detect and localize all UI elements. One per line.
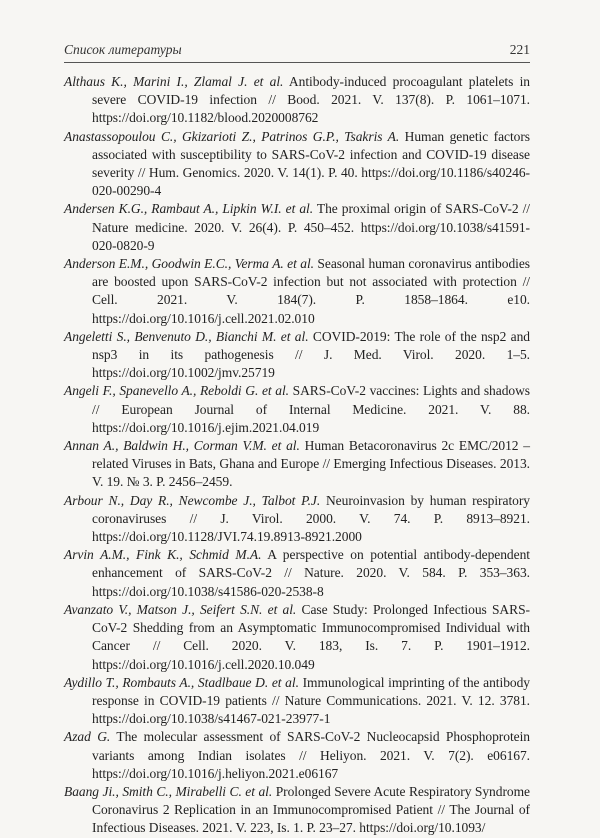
- reference-entry: [64, 128, 530, 201]
- reference-text: COVID-2019: The role of the nsp2 and nsp3 in its pathogenesis // J. Med. Virol. 2020. 1–5. https://doi.org/10.1002/jmv.25719: [92, 328, 530, 381]
- reference-text: Case Study: Prolonged Infectious SARS-CoV-2 Shedding from an Asymptomatic Immunocompromised Individual with Cancer // Cell. 2020. V. 183, Is. 7. P. 1901–1912. https://doi.org/10.1016/j.cell.2020.10.049: [92, 601, 530, 672]
- reference-authors: Baang Ji., Smith C., Mirabelli C. et al.: [64, 783, 273, 799]
- reference-entry: [64, 200, 530, 255]
- reference-entry: [64, 674, 530, 729]
- reference-authors: Anastassopoulou C., Gkizarioti Z., Patrinos G.P., Tsakris A.: [64, 128, 400, 144]
- reference-entry: [64, 492, 530, 547]
- reference-text: The proximal origin of SARS-CoV-2 // Nature medicine. 2020. V. 26(4). P. 450–452. https://doi.org/10.1038/s41591-020-0820-9: [92, 201, 530, 253]
- reference-authors: Angeli F., Spanevello A., Reboldi G. et al.: [64, 383, 289, 399]
- reference-entry: [64, 601, 530, 674]
- header-rule: [64, 62, 530, 63]
- reference-entry: [64, 255, 530, 328]
- running-header: [64, 34, 530, 58]
- reference-entry: [64, 382, 530, 437]
- reference-entry: [64, 728, 530, 783]
- reference-authors: Azad G.: [64, 729, 111, 745]
- reference-authors: Althaus K., Marini I., Zlamal J. et al.: [64, 74, 284, 89]
- reference-authors: Anderson E.M., Goodwin E.C., Verma A. et al.: [64, 256, 314, 272]
- reference-list: [64, 73, 530, 838]
- running-title: Список литературы: [64, 42, 182, 57]
- reference-authors: Angeletti S., Benvenuto D., Bianchi M. et al.: [64, 328, 309, 344]
- reference-text: Prolonged Severe Acute Respiratory Syndrome Coronavirus 2 Replication in an Immunocompromised Patient // The Journal of Infectious Diseases. 2021. V. 223, Is. 1. P. 23–27. https://doi.org/10.1093/: [92, 783, 530, 836]
- page-number: 221: [509, 42, 530, 57]
- reference-text: Human Betacoronavirus 2c EMC/2012 – related Viruses in Bats, Ghana and Europe // Emerging Infectious Diseases. 2013. V. 19. № 3. P. 2456–2459.: [92, 438, 530, 490]
- reference-text: The molecular assessment of SARS-CoV-2 Nucleocapsid Phosphoprotein variants among Indian isolates // Heliyon. 2021. V. 7(2). e06167. https://doi.org/10.1016/j.heliyon.2021.e06167: [92, 729, 530, 781]
- reference-entry: [64, 783, 530, 838]
- reference-entry: [64, 546, 530, 601]
- reference-authors: Arbour N., Day R., Newcombe J., Talbot P.J.: [64, 492, 321, 508]
- reference-entry: [64, 437, 530, 492]
- reference-text: Antibody-induced procoagulant platelets in severe COVID-19 infection // Bood. 2021. V. 137(8). P. 1061–1071. https://doi.org/10.1182/blood.2020008762: [92, 74, 531, 126]
- reference-authors: Andersen K.G., Rambaut A., Lipkin W.I. et al.: [64, 201, 314, 217]
- reference-text: Human genetic factors associated with susceptibility to SARS-CoV-2 infection and COVID-19 disease severity // Hum. Genomics. 2020. V. 14(1). P. 40. https://doi.org/10.1186/s40246-020-00290-4: [92, 128, 531, 199]
- reference-entry: [64, 73, 530, 128]
- reference-text: SARS-CoV-2 vaccines: Lights and shadows // European Journal of Internal Medicine. 2021. V. 88. https://doi.org/10.1016/j.ejim.2021.04.019: [92, 383, 530, 435]
- reference-text: Neuroinvasion by human respiratory coronaviruses // J. Virol. 2000. V. 74. P. 8913–8921. https://doi.org/10.1128/JVI.74.19.8913-8921.2000: [92, 492, 530, 545]
- reference-text: Immunological imprinting of the antibody response in COVID-19 patients // Nature Communications. 2021. V. 12. 3781. https://doi.org/10.1038/s41467-021-23977-1: [92, 674, 531, 727]
- reference-entry: [64, 328, 530, 383]
- reference-authors: Arvin A.M., Fink K., Schmid M.A.: [64, 547, 262, 563]
- reference-text: Seasonal human coronavirus antibodies are boosted upon SARS-CoV-2 infection but not associated with protection // Cell. 2021. V. 184(7). P. 1858–1864. e10. https://doi.org/10.1016/j.cell.2021.02.010: [92, 256, 530, 326]
- reference-authors: Aydillo T., Rombauts A., Stadlbaue D. et al.: [64, 674, 299, 690]
- reference-text: A perspective on potential antibody-dependent enhancement of SARS-CoV-2 // Nature. 2020. V. 584. P. 353–363. https://doi.org/10.1038/s41586-020-2538-8: [92, 547, 530, 599]
- reference-authors: Annan A., Baldwin H., Corman V.M. et al.: [64, 438, 300, 454]
- reference-authors: Avanzato V., Matson J., Seifert S.N. et al.: [64, 601, 297, 617]
